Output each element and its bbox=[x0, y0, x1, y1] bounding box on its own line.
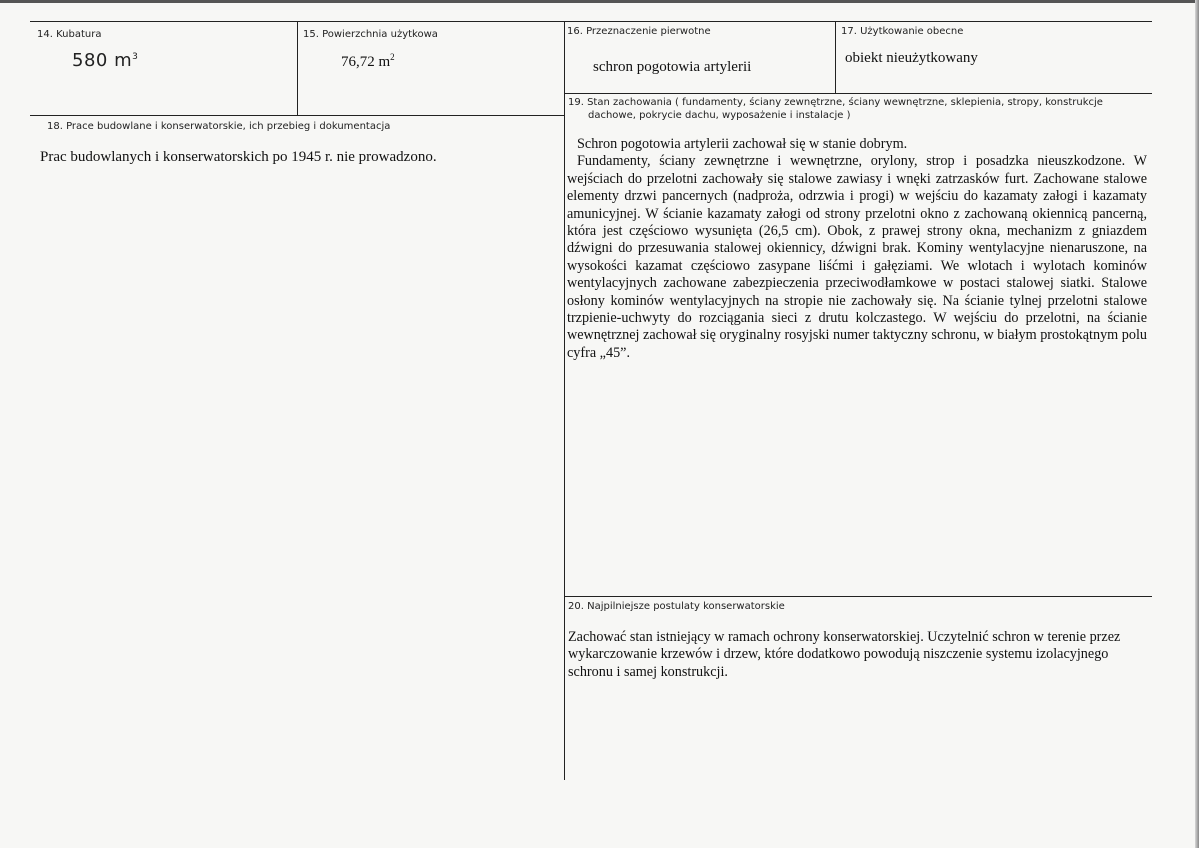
top-border-line bbox=[30, 21, 1152, 22]
field14-value bbox=[72, 50, 138, 71]
field19-label-line2: dachowe, pokrycie dachu, wyposażenie i instalacje ) bbox=[588, 110, 851, 121]
field14-label: 14. Kubatura bbox=[37, 29, 102, 40]
field16-value: schron pogotowia artylerii bbox=[593, 59, 752, 75]
row1-divider-left bbox=[30, 115, 565, 116]
field16-label: 16. Przeznaczenie pierwotne bbox=[567, 26, 711, 37]
row1-divider-right bbox=[565, 93, 1152, 94]
field20-value: Zachować stan istniejący w ramach ochrony konserwatorskiej. Uczytelnić schron w terenie przez wykarczowanie krzewów i drzew, które dodatkowo powodują niszczenie systemu izolacyjnego schronu i samej konstrukcji. bbox=[568, 629, 1121, 680]
field15-label: 15. Powierzchnia użytkowa bbox=[303, 29, 438, 40]
field19-paragraph-1: Schron pogotowia artylerii zachował się w stanie dobrym. bbox=[577, 136, 908, 152]
scan-top-edge bbox=[0, 0, 1199, 3]
field14-unit-exponent: 3 bbox=[132, 52, 139, 62]
field14-number: 580 m bbox=[72, 50, 133, 71]
scan-right-edge bbox=[1195, 0, 1199, 848]
field19-paragraph-2: Fundamenty, ściany zewnętrzne i wewnętrzne, orylony, strop i posadzka nieuszkodzone. W wejściach do przelotni zachowały się stalowe zawiasy i wnęki zatrzasków furt. Zachowane stalowe elementy drzwi pancernych (nadproża, odrzwia i progi) w wejściu do kazamaty załogi i kazamaty amunicyjnej. W ścianie kazamaty załogi od strony przelotni okno z zachowaną okiennicą pancerną, która jest częściowo wysunięta (26,5 cm). Obok, z prawej strony okna, mechanizm z gniazdem dźwigni do przesuwania stalowej okiennicy, dźwigni brak. Kominy wentylacyjne nienaruszone, na wysokości kazamat częściowo zasypane liśćmi i gałęziami. We wlotach i wylotach kominów wentylacyjnych zachowane zabezpieczenia przeciwodłamkowe w postaci stalowej siatki. Stalowe osłony kominów wentylacyjnych na stropie nie zachowały się. Na ścianie tylnej przelotni stalowe trzpienie-uchwyty do rozciągania sieci z drutu kolczastego. W wejściu do przelotni, na ścianie wewnętrznej zachował się oryginalny rosyjski numer taktyczny schronu, w białym prostokątnym polu cyfra „45”. bbox=[567, 153, 1147, 361]
col-divider-14-15 bbox=[297, 21, 298, 115]
field15-number: 76,72 m bbox=[341, 54, 391, 70]
col-divider-main bbox=[564, 21, 565, 780]
field18-label: 18. Prace budowlane i konserwatorskie, ich przebieg i dokumentacja bbox=[47, 121, 391, 132]
field18-value: Prac budowlanych i konserwatorskich po 1945 r. nie prowadzono. bbox=[40, 149, 437, 165]
col-divider-16-17 bbox=[835, 21, 836, 93]
field20-label: 20. Najpilniejsze postulaty konserwatorskie bbox=[568, 601, 785, 612]
field19-text bbox=[567, 136, 1147, 362]
field15-value bbox=[341, 52, 395, 71]
field17-value: obiekt nieużytkowany bbox=[845, 50, 978, 66]
field17-label: 17. Użytkowanie obecne bbox=[841, 26, 964, 37]
section20-top-line bbox=[565, 596, 1152, 597]
field19-label-line1: 19. Stan zachowania ( fundamenty, ściany zewnętrzne, ściany wewnętrzne, sklepienia, stropy, konstrukcje bbox=[568, 97, 1103, 108]
field15-unit-exponent: 2 bbox=[390, 52, 395, 62]
